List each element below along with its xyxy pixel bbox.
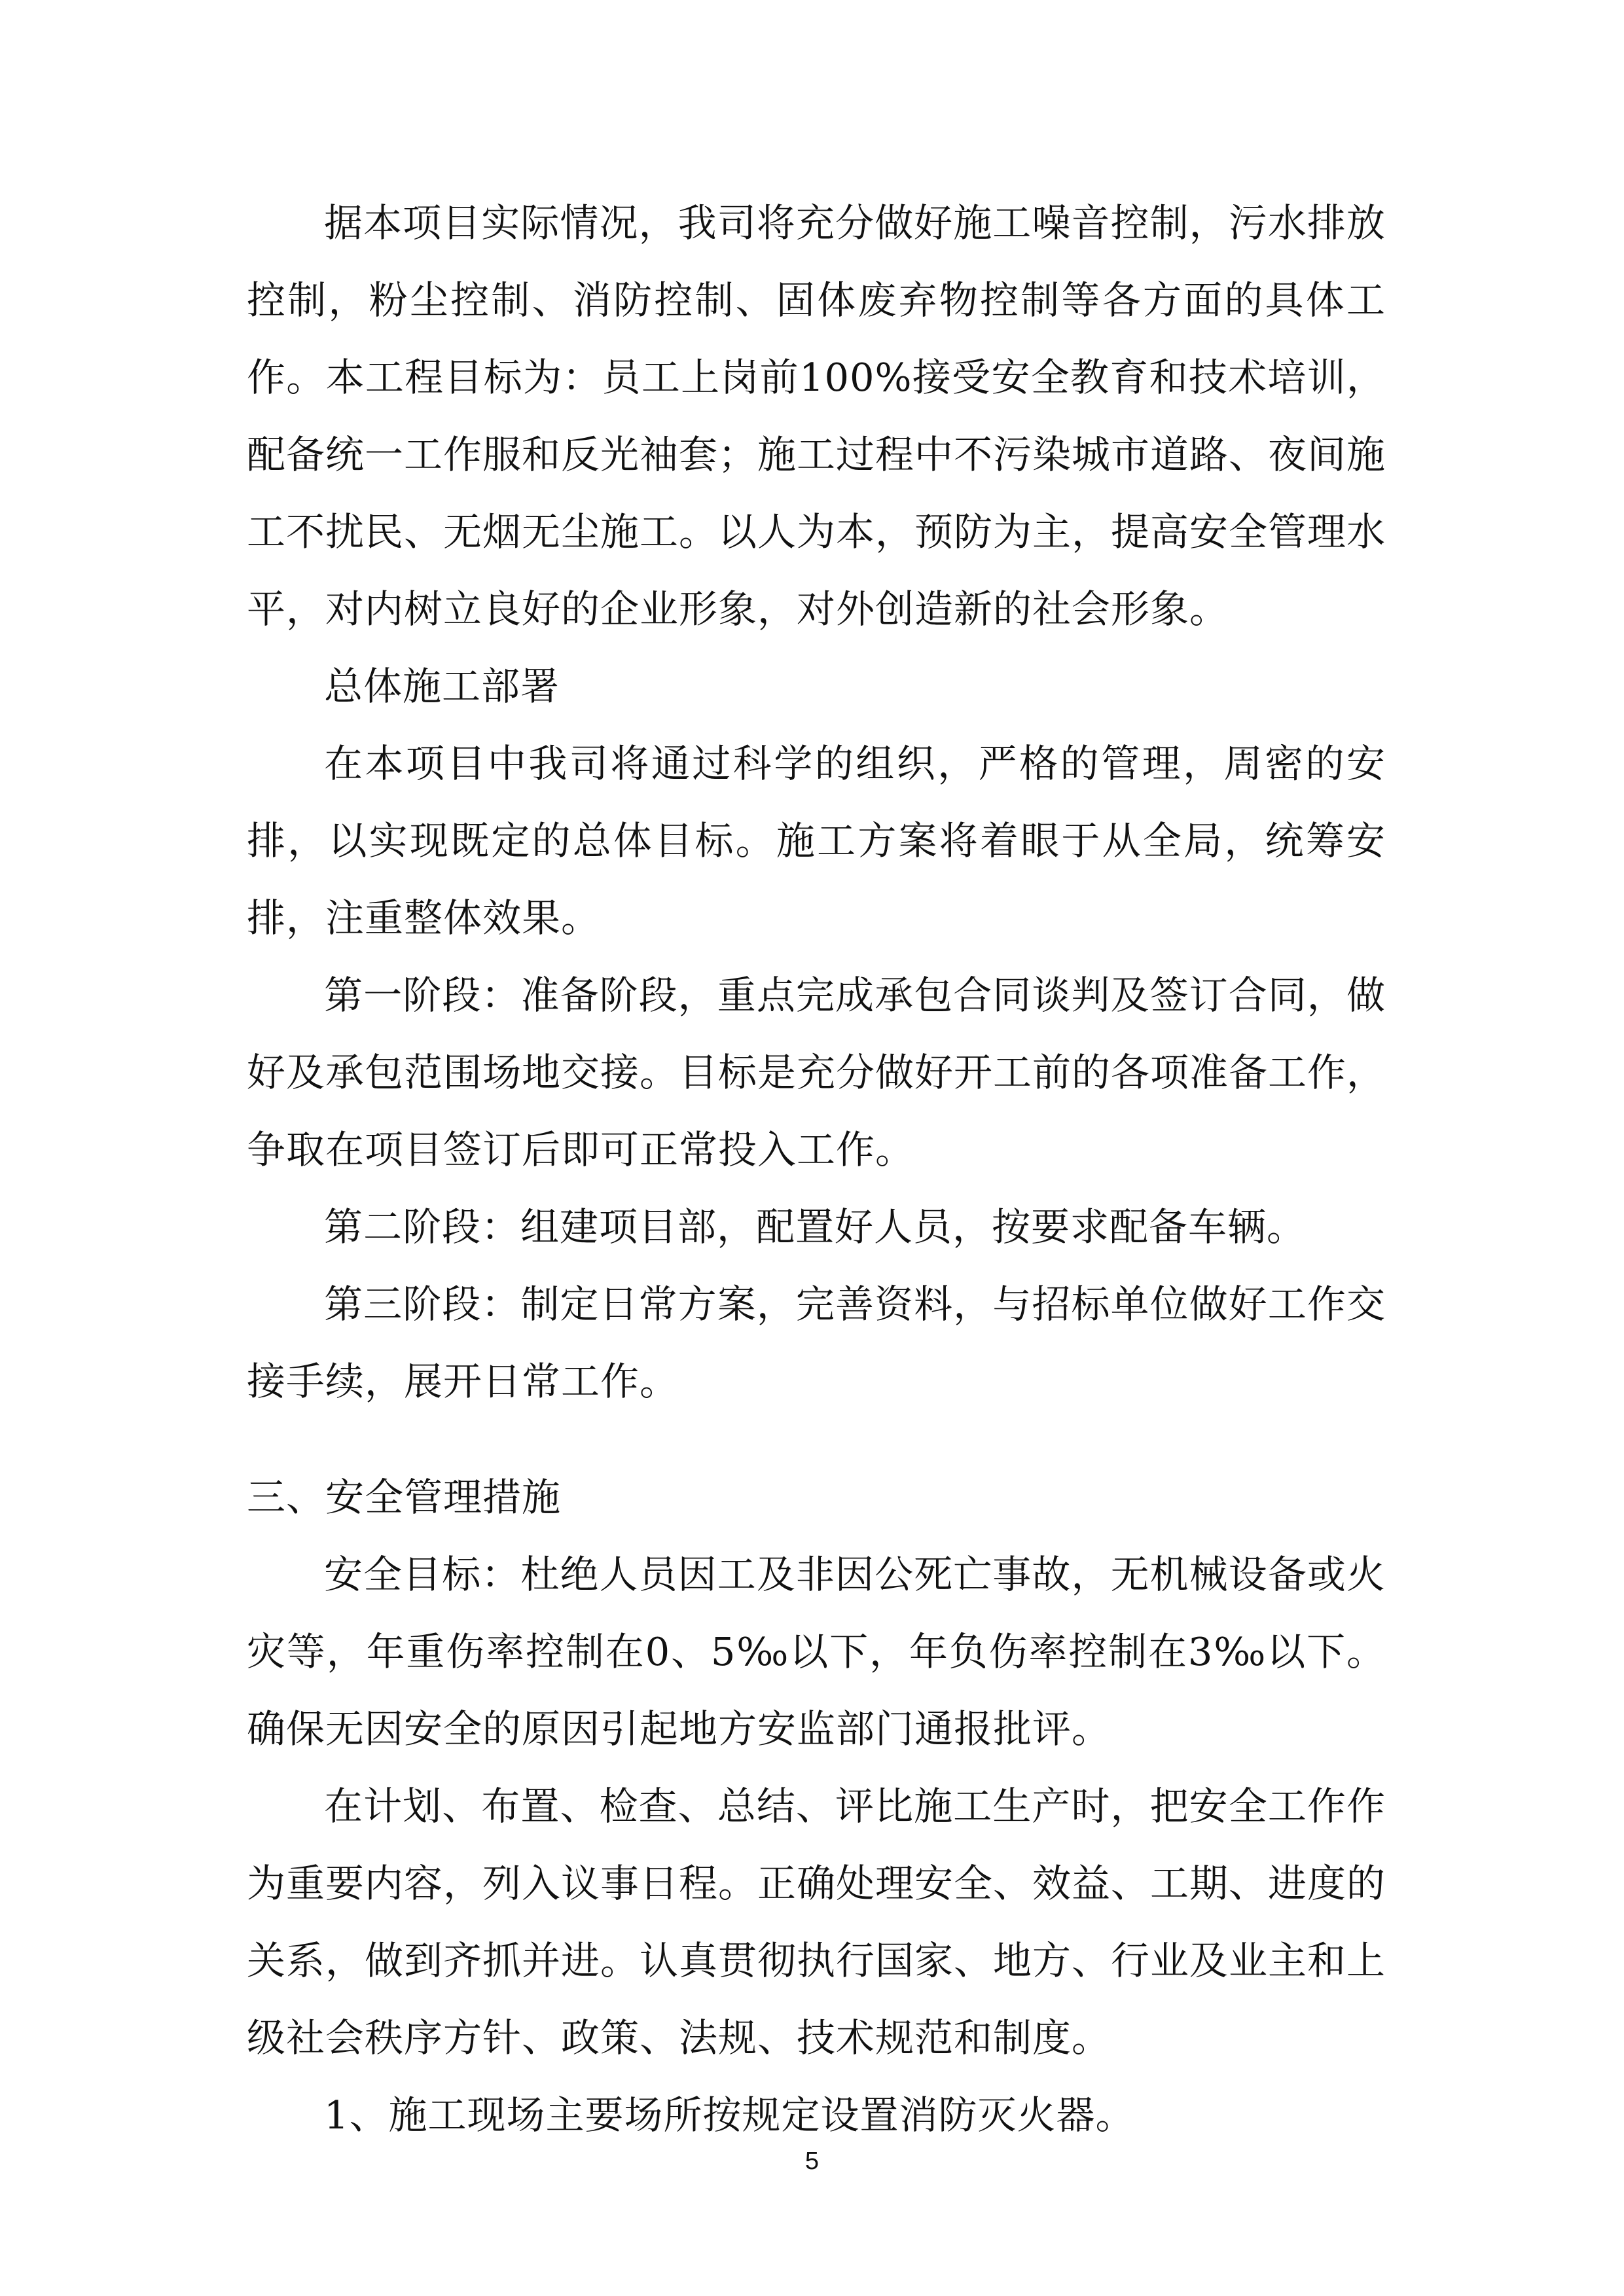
paragraph-stage-one: 第一阶段：准备阶段，重点完成承包合同谈判及签订合同，做好及承包范围场地交接。目标是充分做好开工前的各项准备工作，争取在项目签订后即可正常投入工作。 bbox=[247, 973, 1386, 1172]
paragraph-overall-deployment-title: 总体施工部署 bbox=[324, 664, 560, 709]
paragraph-safety-goals: 安全目标：杜绝人员因工及非因公死亡事故，无机械设备或火灾等，年重伤率控制在0、5‰以下，年负伤率控制在3‰以下。确保无因安全的原因引起地方安监部门通报批评。 bbox=[247, 1552, 1386, 1751]
paragraph-stage-three: 第三阶段：制定日常方案，完善资料，与招标单位做好工作交接手续，展开日常工作。 bbox=[247, 1282, 1386, 1404]
paragraph-environment-goals: 据本项目实际情况，我司将充分做好施工噪音控制，污水排放控制，粉尘控制、消防控制、固体废弃物控制等各方面的具体工作。本工程目标为：员工上岗前100%接受安全教育和技术培训，配备统一工作服和反光袖套；施工过程中不污染城市道路、夜间施工不扰民、无烟无尘施工。以人为本，预防为主，提高安全管理水平，对内树立良好的企业形象，对外创造新的社会形象。 bbox=[247, 200, 1386, 632]
section-heading-safety-management: 三、安全管理措施 bbox=[247, 1475, 562, 1520]
paragraph-stage-two: 第二阶段：组建项目部，配置好人员，按要求配备车辆。 bbox=[324, 1204, 1307, 1249]
page-number: 5 bbox=[804, 2147, 820, 2175]
paragraph-overall-deployment: 在本项目中我司将通过科学的组织，严格的管理，周密的安排，以实现既定的总体目标。施工方案将着眼于从全局，统筹安排，注重整体效果。 bbox=[247, 741, 1386, 941]
paragraph-fire-extinguishers: 1、施工现场主要场所按规定设置消防灭火器。 bbox=[324, 2092, 1135, 2138]
paragraph-safety-planning: 在计划、布置、检查、总结、评比施工生产时，把安全工作作为重要内容，列入议事日程。正确处理安全、效益、工期、进度的关系，做到齐抓并进。认真贯彻执行国家、地方、行业及业主和上级社会秩序方针、政策、法规、技术规范和制度。 bbox=[247, 1784, 1386, 2060]
